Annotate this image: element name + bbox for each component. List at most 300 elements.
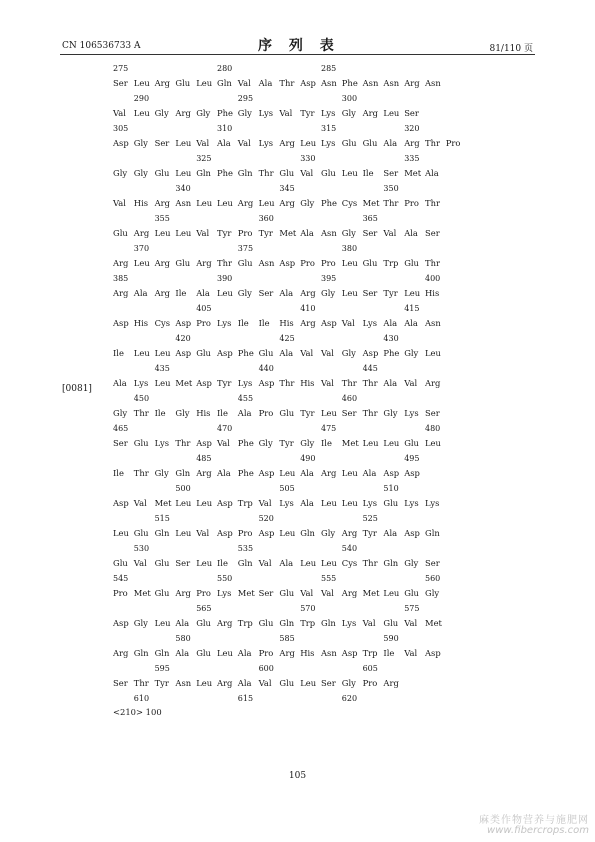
residue: Asn (321, 228, 337, 238)
residue: Glu (154, 558, 170, 568)
residue: Leu (154, 378, 171, 388)
residue: Arg (279, 198, 295, 208)
residue: Lys (279, 498, 294, 508)
residue: Val (321, 588, 334, 598)
position-number: 580 (175, 634, 191, 643)
residue: Val (113, 108, 126, 118)
residue: Val (258, 558, 272, 568)
position-number: 470 (217, 424, 233, 433)
residue: Leu (300, 138, 317, 148)
residue: Cys (154, 318, 171, 328)
residue: Thr (362, 408, 378, 418)
residue: Gly (300, 438, 315, 448)
position-number: 490 (300, 454, 316, 463)
paragraph-id: [0081] (62, 384, 92, 394)
residue: Leu (321, 558, 337, 568)
residue: Ile (258, 318, 270, 328)
residue: Gly (321, 528, 336, 538)
residue: Asp (300, 78, 316, 88)
residue: Ala (279, 558, 294, 568)
watermark-text: 麻类作物营养与施肥网 (479, 815, 589, 826)
residue: Ala (425, 168, 439, 178)
residue: His (300, 648, 315, 658)
residue: Lys (341, 618, 357, 628)
residue: Arg (300, 288, 316, 298)
position-number: 535 (237, 544, 254, 553)
residue: Ile (175, 288, 187, 298)
residue: Tyr (217, 378, 232, 388)
residue: Val (237, 138, 251, 148)
residue: Thr (341, 378, 357, 388)
residue: Thr (362, 558, 378, 568)
residue: Val (404, 648, 418, 658)
residue: Val (404, 618, 418, 628)
residue: Leu (175, 168, 192, 178)
residue: Lys (425, 498, 440, 508)
position-number: 305 (113, 124, 129, 133)
residue: Asn (258, 258, 275, 268)
residue: Val (300, 588, 314, 598)
residue: Gly (341, 678, 356, 688)
residue: Val (362, 618, 376, 628)
residue: Lys (258, 108, 274, 118)
residue: Phe (217, 108, 233, 118)
position-number: 555 (321, 574, 337, 583)
residue: Phe (217, 168, 233, 178)
residue: Cys (341, 198, 358, 208)
residue: Thr (279, 78, 295, 88)
residue: Asn (425, 78, 441, 88)
residue: Asp (217, 348, 233, 358)
residue: Gly (404, 558, 419, 568)
residue: Lys (133, 378, 149, 388)
residue: Ala (300, 498, 314, 508)
residue: Asp (113, 318, 129, 328)
residue: Leu (175, 138, 192, 148)
residue: Leu (154, 348, 171, 358)
residue: Arg (113, 258, 129, 268)
position-number: 405 (196, 304, 212, 313)
residue: Pro (258, 648, 274, 658)
residue: Asp (362, 348, 379, 358)
residue: Gln (237, 558, 253, 568)
residue: Asp (175, 318, 192, 328)
residue: Lys (237, 378, 253, 388)
residue: Glu (362, 258, 378, 268)
residue: Leu (341, 168, 358, 178)
residue: Glu (196, 348, 211, 358)
residue: Phe (341, 78, 358, 88)
residue: Ile (383, 648, 395, 658)
residue: Gln (321, 618, 336, 628)
residue: Gly (383, 408, 398, 418)
position-number: 410 (300, 304, 316, 313)
residue: Tyr (383, 288, 398, 298)
residue: Glu (154, 168, 170, 178)
residue: Val (258, 498, 272, 508)
residue: Val (321, 378, 334, 388)
residue: Leu (196, 558, 213, 568)
residue: Thr (279, 378, 295, 388)
residue: Gly (175, 408, 190, 418)
position-number: 565 (196, 604, 212, 613)
position-number: 550 (217, 574, 233, 583)
residue: Ala (300, 228, 314, 238)
residue: His (279, 318, 294, 328)
residue: Glu (196, 648, 211, 658)
residue: Ser (341, 408, 357, 418)
residue: Pro (258, 408, 274, 418)
residue: Asp (113, 138, 129, 148)
residue: Glu (113, 228, 128, 238)
residue: Ile (217, 558, 228, 568)
residue: Gly (321, 288, 336, 298)
residue: His (425, 288, 440, 298)
residue: Arg (237, 198, 254, 208)
residue: Ala (383, 318, 398, 328)
residue: Gln (237, 168, 253, 178)
residue: Glu (279, 168, 295, 178)
residue: Val (258, 678, 272, 688)
residue: Ala (404, 228, 418, 238)
residue: Trp (300, 618, 316, 628)
residue: Arg (154, 288, 171, 298)
residue: Leu (217, 288, 233, 298)
residue: Leu (258, 198, 275, 208)
residue: Val (196, 228, 210, 238)
position-number: 460 (341, 394, 358, 403)
residue: Ser (113, 78, 128, 88)
residue: Val (113, 198, 126, 208)
residue: Trp (362, 648, 378, 658)
position-number: 325 (196, 154, 212, 163)
position-number: 605 (362, 664, 378, 673)
residue: Thr (425, 258, 440, 268)
residue: Ala (362, 468, 377, 478)
residue: Leu (196, 78, 213, 88)
residue: Ser (425, 408, 440, 418)
position-number: 600 (258, 664, 274, 673)
residue: Thr (383, 198, 399, 208)
residue: Ser (321, 678, 336, 688)
residue: Leu (300, 678, 317, 688)
residue: Ala (237, 408, 252, 418)
position-number: 380 (341, 244, 358, 253)
residue: Tyr (154, 678, 169, 688)
residue: Glu (258, 618, 274, 628)
residue: Arg (425, 378, 441, 388)
residue: Leu (196, 198, 213, 208)
residue: Asn (425, 318, 441, 328)
residue: Gly (341, 228, 356, 238)
residue: Asp (196, 438, 212, 448)
residue: Ile (217, 408, 228, 418)
residue: Leu (217, 648, 233, 658)
residue: Phe (237, 438, 254, 448)
residue: Arg (113, 648, 129, 658)
residue: Glu (341, 138, 357, 148)
residue: Glu (237, 258, 253, 268)
residue: Gly (258, 438, 273, 448)
residue: Ser (175, 558, 191, 568)
residue: Gln (154, 528, 170, 538)
residue: Tyr (279, 438, 294, 448)
residue: Lys (154, 438, 170, 448)
residue: Ala (237, 648, 252, 658)
residue: Gly (133, 618, 148, 628)
residue: Glu (383, 618, 399, 628)
position-number: 400 (425, 274, 441, 283)
position-number: 560 (425, 574, 441, 583)
residue: Ile (321, 438, 332, 448)
residue: Leu (425, 438, 441, 448)
residue: Asn (175, 678, 192, 688)
residue: Ser (113, 438, 128, 448)
residue: Ala (383, 528, 398, 538)
residue: Ala (133, 288, 148, 298)
residue: Gly (341, 108, 356, 118)
residue: Glu (175, 258, 191, 268)
residue: Leu (175, 498, 192, 508)
residue: Glu (279, 408, 295, 418)
position-number: 430 (383, 334, 399, 343)
residue: Arg (196, 258, 212, 268)
residue: Met (404, 168, 422, 178)
residue: Asp (113, 618, 129, 628)
position-number: 590 (383, 634, 399, 643)
residue: Gly (341, 348, 356, 358)
residue: Arg (279, 648, 295, 658)
residue: Glu (321, 168, 336, 178)
residue: Ala (258, 78, 273, 88)
residue: Lys (321, 138, 336, 148)
position-number: 395 (321, 274, 337, 283)
residue: Asp (404, 528, 420, 538)
residue: Arg (154, 78, 171, 88)
residue: Glu (362, 138, 378, 148)
residue: Asp (196, 378, 212, 388)
residue: Thr (133, 678, 149, 688)
position-number: 275 (113, 64, 129, 73)
position-number: 330 (300, 154, 316, 163)
residue: Arg (404, 138, 420, 148)
residue: Leu (362, 438, 379, 448)
residue: Ser (362, 288, 378, 298)
residue: Thr (133, 408, 149, 418)
residue: Glu (196, 618, 211, 628)
residue: Gly (404, 348, 419, 358)
residue: Glu (279, 678, 295, 688)
residue: Gly (154, 108, 169, 118)
residue: Ser (258, 288, 274, 298)
residue: Tyr (258, 228, 273, 238)
residue: Tyr (300, 408, 315, 418)
residue: Arg (113, 288, 129, 298)
residue: Met (362, 588, 380, 598)
residue: Glu (279, 588, 295, 598)
residue: Glu (133, 438, 149, 448)
residue: Leu (383, 108, 400, 118)
position-number: 545 (113, 574, 129, 583)
position-number: 415 (404, 304, 420, 313)
page-title: 序 列 表 (258, 38, 340, 54)
residue: Asp (425, 648, 441, 658)
residue: Leu (341, 258, 358, 268)
position-number: 495 (404, 454, 420, 463)
residue: Gly (196, 108, 211, 118)
residue: Val (321, 348, 334, 358)
residue: Met (362, 198, 380, 208)
residue: Val (404, 378, 418, 388)
residue: Leu (196, 678, 213, 688)
residue: Asn (175, 198, 192, 208)
residue: Val (300, 348, 314, 358)
residue: Arg (404, 78, 420, 88)
residue: Leu (425, 348, 441, 358)
position-number: 425 (279, 334, 295, 343)
residue: Gly (237, 108, 252, 118)
residue: Asp (258, 528, 275, 538)
position-number: 385 (113, 274, 129, 283)
patent-number: CN 106536733 A (62, 41, 141, 51)
residue: Ala (383, 378, 398, 388)
residue: Arg (341, 588, 358, 598)
position-number: 480 (425, 424, 441, 433)
residue: Val (237, 78, 251, 88)
position-number: 610 (133, 694, 150, 703)
residue: Pro (300, 258, 315, 268)
residue: Val (196, 138, 210, 148)
residue: Gln (217, 78, 232, 88)
position-number: 420 (175, 334, 191, 343)
residue: Ala (404, 318, 418, 328)
residue: Ala (113, 378, 127, 388)
position-number: 620 (341, 694, 358, 703)
residue: Asp (404, 468, 420, 478)
residue: Ala (217, 138, 231, 148)
residue: Lys (321, 108, 336, 118)
residue: Arg (300, 318, 316, 328)
residue: His (196, 408, 211, 418)
residue: Trp (237, 618, 253, 628)
residue: Arg (341, 528, 358, 538)
residue: Pro (113, 588, 128, 598)
residue: Leu (321, 498, 337, 508)
position-number: 445 (362, 364, 378, 373)
residue: Asp (175, 348, 192, 358)
residue: Ala (279, 348, 294, 358)
page-number: 105 (288, 771, 307, 781)
residue: Val (300, 168, 314, 178)
position-number: 320 (404, 124, 420, 133)
residue: Thr (425, 138, 440, 148)
residue: Pro (196, 318, 211, 328)
residue: Thr (133, 468, 149, 478)
residue: Gln (196, 168, 211, 178)
residue: Lys (404, 408, 419, 418)
residue: Ser (383, 168, 399, 178)
residue: Pro (237, 528, 253, 538)
residue: Ile (237, 318, 249, 328)
residue: Glu (133, 528, 149, 538)
residue: Lys (362, 318, 378, 328)
residue: Phe (383, 348, 400, 358)
residue: Ile (113, 468, 124, 478)
residue: Arg (321, 468, 337, 478)
residue: Thr (258, 168, 274, 178)
residue: Gln (425, 528, 440, 538)
position-number: 340 (175, 184, 191, 193)
sequence-tag: <210> 100 (113, 707, 162, 717)
residue: Ser (258, 588, 274, 598)
residue: Cys (341, 558, 358, 568)
residue: Asp (279, 258, 296, 268)
residue: His (300, 378, 315, 388)
residue: Glu (404, 588, 419, 598)
residue: Ser (404, 108, 419, 118)
position-number: 475 (321, 424, 337, 433)
residue: His (133, 318, 149, 328)
residue: Met (237, 588, 255, 598)
residue: Leu (196, 498, 213, 508)
position-number: 335 (404, 154, 420, 163)
residue: Pro (321, 258, 336, 268)
residue: Arg (175, 108, 191, 118)
residue: Thr (217, 258, 232, 268)
position-number: 365 (362, 214, 378, 223)
residue: Glu (383, 498, 399, 508)
residue: Val (341, 318, 355, 328)
position-number: 435 (154, 364, 170, 373)
residue: Glu (113, 558, 128, 568)
residue: Tyr (217, 228, 232, 238)
residue: Leu (300, 558, 317, 568)
residue: Asp (113, 498, 129, 508)
watermark-url: www.fibercrops.com (487, 825, 589, 836)
position-number: 355 (154, 214, 170, 223)
residue: Ala (175, 648, 190, 658)
residue: Ser (113, 678, 128, 688)
position-number: 530 (133, 544, 150, 553)
position-number: 370 (133, 244, 150, 253)
residue: Asn (362, 78, 379, 88)
residue: Lys (258, 138, 274, 148)
position-number: 570 (300, 604, 316, 613)
residue: Ile (154, 408, 166, 418)
residue: Met (133, 588, 151, 598)
residue: Gly (113, 168, 128, 178)
position-number: 315 (321, 124, 337, 133)
residue: Tyr (300, 108, 315, 118)
residue: Trp (237, 498, 253, 508)
position-number: 575 (404, 604, 420, 613)
residue: Glu (404, 258, 419, 268)
residue: Leu (175, 528, 192, 538)
position-number: 615 (237, 694, 254, 703)
residue: Trp (383, 258, 399, 268)
residue: Gln (383, 558, 399, 568)
residue: Lys (362, 498, 378, 508)
position-number: 500 (175, 484, 191, 493)
header-rule (60, 54, 535, 55)
residue: Gly (300, 198, 315, 208)
position-number: 515 (154, 514, 170, 523)
residue: Phe (237, 348, 254, 358)
residue: Gln (279, 618, 295, 628)
residue: Met (341, 438, 359, 448)
residue: Leu (133, 78, 150, 88)
residue: Pro (445, 138, 461, 148)
